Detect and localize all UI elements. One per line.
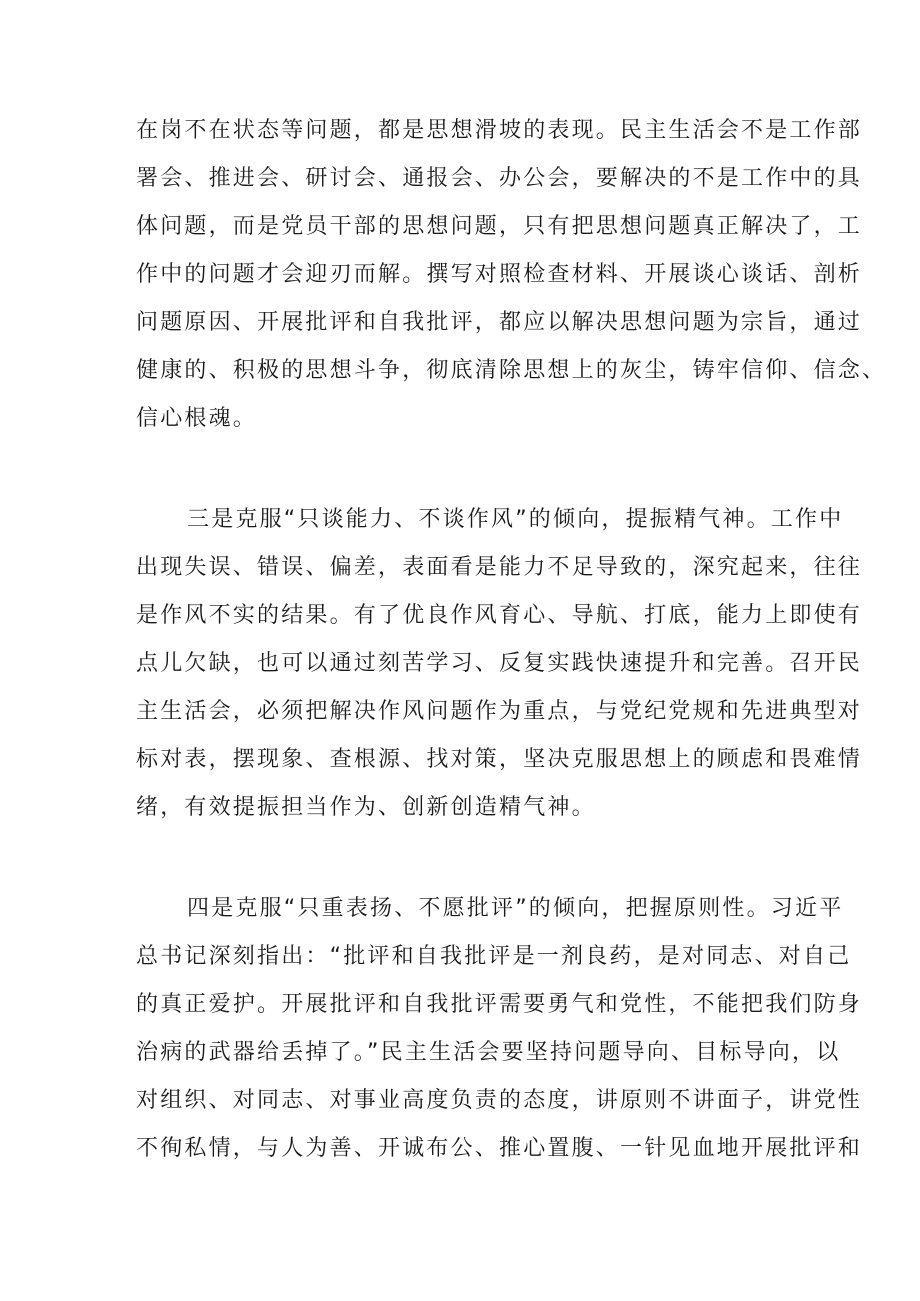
text-line: 在岗不在状态等问题，都是思想滑坡的表现。民主生活会不是工作部 xyxy=(136,118,863,143)
text-line: 是作风不实的结果。有了优良作风育心、导航、打底，能力上即使有 xyxy=(136,603,863,628)
text-line: 绪，有效提振担当作为、创新创造精气神。 xyxy=(136,795,596,820)
text-line: 总书记深刻指出：“批评和自我批评是一剂良药，是对同志、对自己 xyxy=(136,944,852,969)
text-line: 主生活会，必须把解决作风问题作为重点，与党纪党规和先进典型对 xyxy=(136,699,863,724)
text-line: 出现失误、错误、偏差，表面看是能力不足导致的，深究起来，往往 xyxy=(136,555,863,580)
text-line: 对组织、对同志、对事业高度负责的态度，讲原则不讲面子，讲党性 xyxy=(136,1088,863,1113)
text-line: 问题原因、开展批评和自我批评，都应以解决思想问题为宗旨，通过 xyxy=(136,310,863,335)
text-line: 署会、推进会、研讨会、通报会、办公会，要解决的不是工作中的具 xyxy=(136,166,863,191)
text-line: 体问题，而是党员干部的思想问题，只有把思想问题真正解决了，工 xyxy=(136,214,863,239)
text-line: 点儿欠缺，也可以通过刻苦学习、反复实践快速提升和完善。召开民 xyxy=(136,651,863,676)
text-line: 信心根魂。 xyxy=(136,406,258,431)
text-line: 三是克服“只谈能力、不谈作风”的倾向，提振精气神。工作中 xyxy=(187,507,844,532)
text-line: 健康的、积极的思想斗争，彻底清除思想上的灰尘，铸牢信仰、信念、 xyxy=(136,358,887,383)
text-line: 的真正爱护。开展批评和自我批评需要勇气和党性，不能把我们防身 xyxy=(136,992,863,1017)
text-line: 四是克服“只重表扬、不愿批评”的倾向，把握原则性。习近平 xyxy=(187,896,844,921)
text-line: 不徇私情，与人为善、开诚布公、推心置腹、一针见血地开展批评和 xyxy=(136,1136,863,1161)
text-line: 治病的武器给丢掉了。”民主生活会要坚持问题导向、目标导向，以 xyxy=(136,1040,841,1065)
text-line: 作中的问题才会迎刃而解。撰写对照检查材料、开展谈心谈话、剖析 xyxy=(136,262,863,287)
text-line: 标对表，摆现象、查根源、找对策，坚决克服思想上的顾虑和畏难情 xyxy=(136,747,863,772)
